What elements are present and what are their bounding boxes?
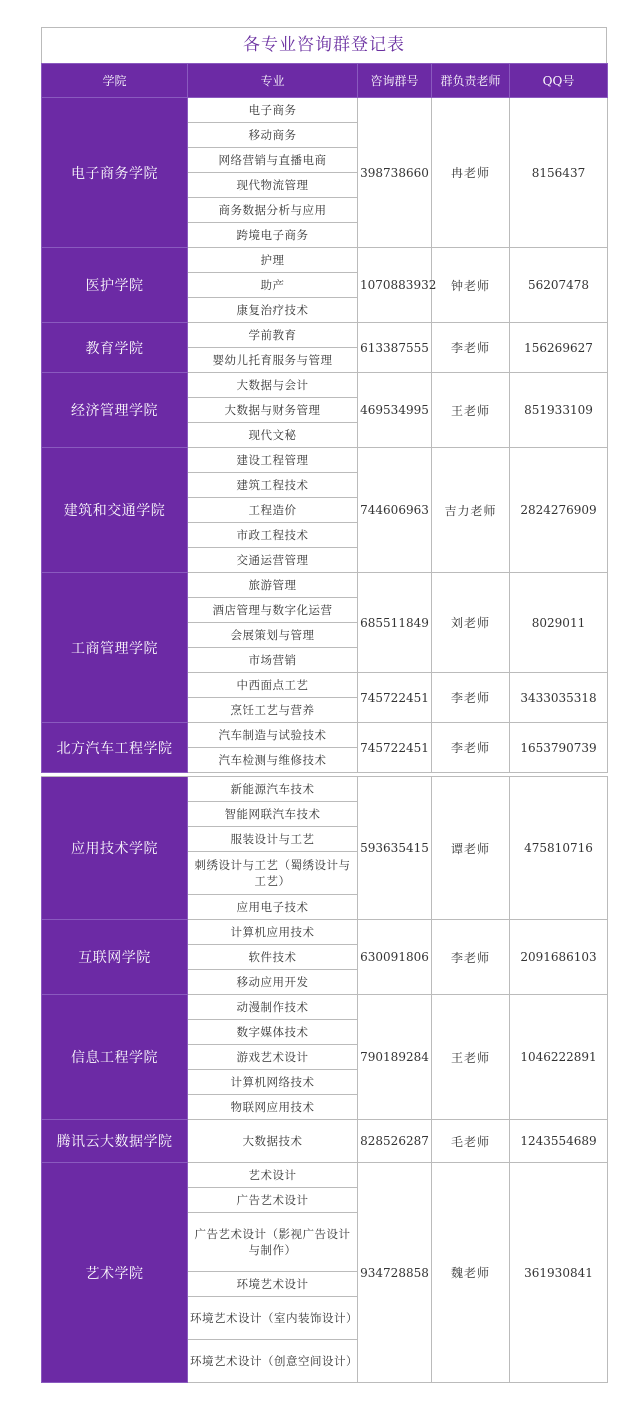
table-row — [42, 573, 608, 598]
major-cell: 婴幼儿托育服务与管理 — [188, 348, 358, 373]
major-cell: 大数据技术 — [188, 1120, 358, 1163]
major-cell: 计算机应用技术 — [188, 920, 358, 945]
teacher-cell: 李老师 — [432, 323, 510, 373]
group-number-cell: 828526287 — [358, 1120, 432, 1163]
teacher-cell: 吉力老师 — [432, 448, 510, 573]
major-cell: 游戏艺术设计 — [188, 1045, 358, 1070]
major-cell: 数字媒体技术 — [188, 1020, 358, 1045]
major-cell: 新能源汽车技术 — [188, 777, 358, 802]
major-cell: 广告艺术设计（影视广告设计与制作） — [188, 1213, 358, 1272]
college-cell: 经济管理学院 — [42, 373, 188, 448]
table-row — [42, 98, 608, 123]
table-row — [42, 248, 608, 273]
major-cell: 服装设计与工艺 — [188, 827, 358, 852]
major-cell: 旅游管理 — [188, 573, 358, 598]
major-cell: 汽车制造与试验技术 — [188, 723, 358, 748]
teacher-cell: 王老师 — [432, 373, 510, 448]
group-number-cell: 398738660 — [358, 98, 432, 248]
major-cell: 动漫制作技术 — [188, 995, 358, 1020]
teacher-cell: 魏老师 — [432, 1163, 510, 1383]
college-cell: 北方汽车工程学院 — [42, 723, 188, 773]
table-row — [42, 448, 608, 473]
major-cell: 计算机网络技术 — [188, 1070, 358, 1095]
college-cell: 互联网学院 — [42, 920, 188, 995]
group-number-cell: 469534995 — [358, 373, 432, 448]
major-cell: 汽车检测与维修技术 — [188, 748, 358, 773]
major-cell: 酒店管理与数字化运营 — [188, 598, 358, 623]
qq-cell: 1243554689 — [510, 1120, 608, 1163]
group-number-cell: 745722451 — [358, 723, 432, 773]
table-row — [42, 373, 608, 398]
qq-cell: 1653790739 — [510, 723, 608, 773]
major-cell: 建筑工程技术 — [188, 473, 358, 498]
group-number-cell: 685511849 — [358, 573, 432, 673]
major-cell: 刺绣设计与工艺（蜀绣设计与工艺） — [188, 852, 358, 895]
group-number-cell: 1070883932 — [358, 248, 432, 323]
header-row — [42, 64, 608, 98]
qq-cell: 156269627 — [510, 323, 608, 373]
college-cell: 建筑和交通学院 — [42, 448, 188, 573]
major-cell: 市政工程技术 — [188, 523, 358, 548]
college-cell: 腾讯云大数据学院 — [42, 1120, 188, 1163]
group-number-cell: 744606963 — [358, 448, 432, 573]
major-cell: 康复治疗技术 — [188, 298, 358, 323]
group-number-cell: 613387555 — [358, 323, 432, 373]
teacher-cell: 刘老师 — [432, 573, 510, 673]
college-cell: 教育学院 — [42, 323, 188, 373]
major-cell: 助产 — [188, 273, 358, 298]
college-cell: 信息工程学院 — [42, 995, 188, 1120]
teacher-cell: 钟老师 — [432, 248, 510, 323]
qq-cell: 851933109 — [510, 373, 608, 448]
group-number-cell: 934728858 — [358, 1163, 432, 1383]
college-cell: 工商管理学院 — [42, 573, 188, 723]
registration-document — [41, 27, 607, 1383]
qq-cell: 3433035318 — [510, 673, 608, 723]
header-teacher: 群负责老师 — [432, 64, 510, 98]
teacher-cell: 李老师 — [432, 723, 510, 773]
major-cell: 环境艺术设计 — [188, 1272, 358, 1297]
major-cell: 环境艺术设计（创意空间设计） — [188, 1340, 358, 1383]
major-cell: 电子商务 — [188, 98, 358, 123]
header-qq: QQ号 — [510, 64, 608, 98]
group-number-cell: 593635415 — [358, 777, 432, 920]
table-row — [42, 995, 608, 1020]
major-cell: 应用电子技术 — [188, 895, 358, 920]
table-row — [42, 1120, 608, 1163]
college-cell: 艺术学院 — [42, 1163, 188, 1383]
teacher-cell: 冉老师 — [432, 98, 510, 248]
major-cell: 商务数据分析与应用 — [188, 198, 358, 223]
table-title: 各专业咨询群登记表 — [41, 27, 607, 63]
registration-table — [41, 63, 608, 1383]
major-cell: 环境艺术设计（室内装饰设计） — [188, 1297, 358, 1340]
header-group: 咨询群号 — [358, 64, 432, 98]
table-row — [42, 323, 608, 348]
group-number-cell: 630091806 — [358, 920, 432, 995]
table-row — [42, 1163, 608, 1188]
teacher-cell: 李老师 — [432, 920, 510, 995]
major-cell: 烹饪工艺与营养 — [188, 698, 358, 723]
major-cell: 移动应用开发 — [188, 970, 358, 995]
qq-cell: 361930841 — [510, 1163, 608, 1383]
major-cell: 交通运营管理 — [188, 548, 358, 573]
major-cell: 大数据与财务管理 — [188, 398, 358, 423]
college-cell: 医护学院 — [42, 248, 188, 323]
major-cell: 智能网联汽车技术 — [188, 802, 358, 827]
major-cell: 物联网应用技术 — [188, 1095, 358, 1120]
major-cell: 学前教育 — [188, 323, 358, 348]
major-cell: 现代文秘 — [188, 423, 358, 448]
group-number-cell: 790189284 — [358, 995, 432, 1120]
qq-cell: 1046222891 — [510, 995, 608, 1120]
table-row — [42, 777, 608, 802]
teacher-cell: 李老师 — [432, 673, 510, 723]
qq-cell: 475810716 — [510, 777, 608, 920]
major-cell: 广告艺术设计 — [188, 1188, 358, 1213]
qq-cell: 8156437 — [510, 98, 608, 248]
teacher-cell: 毛老师 — [432, 1120, 510, 1163]
major-cell: 跨境电子商务 — [188, 223, 358, 248]
major-cell: 护理 — [188, 248, 358, 273]
group-number-cell: 745722451 — [358, 673, 432, 723]
major-cell: 现代物流管理 — [188, 173, 358, 198]
major-cell: 中西面点工艺 — [188, 673, 358, 698]
major-cell: 市场营销 — [188, 648, 358, 673]
qq-cell: 8029011 — [510, 573, 608, 673]
major-cell: 艺术设计 — [188, 1163, 358, 1188]
major-cell: 工程造价 — [188, 498, 358, 523]
major-cell: 网络营销与直播电商 — [188, 148, 358, 173]
table-row — [42, 723, 608, 748]
qq-cell: 56207478 — [510, 248, 608, 323]
table-row — [42, 920, 608, 945]
college-cell: 应用技术学院 — [42, 777, 188, 920]
header-college: 学院 — [42, 64, 188, 98]
major-cell: 移动商务 — [188, 123, 358, 148]
header-major: 专业 — [188, 64, 358, 98]
teacher-cell: 王老师 — [432, 995, 510, 1120]
teacher-cell: 谭老师 — [432, 777, 510, 920]
major-cell: 建设工程管理 — [188, 448, 358, 473]
qq-cell: 2091686103 — [510, 920, 608, 995]
major-cell: 大数据与会计 — [188, 373, 358, 398]
major-cell: 软件技术 — [188, 945, 358, 970]
college-cell: 电子商务学院 — [42, 98, 188, 248]
major-cell: 会展策划与管理 — [188, 623, 358, 648]
qq-cell: 2824276909 — [510, 448, 608, 573]
